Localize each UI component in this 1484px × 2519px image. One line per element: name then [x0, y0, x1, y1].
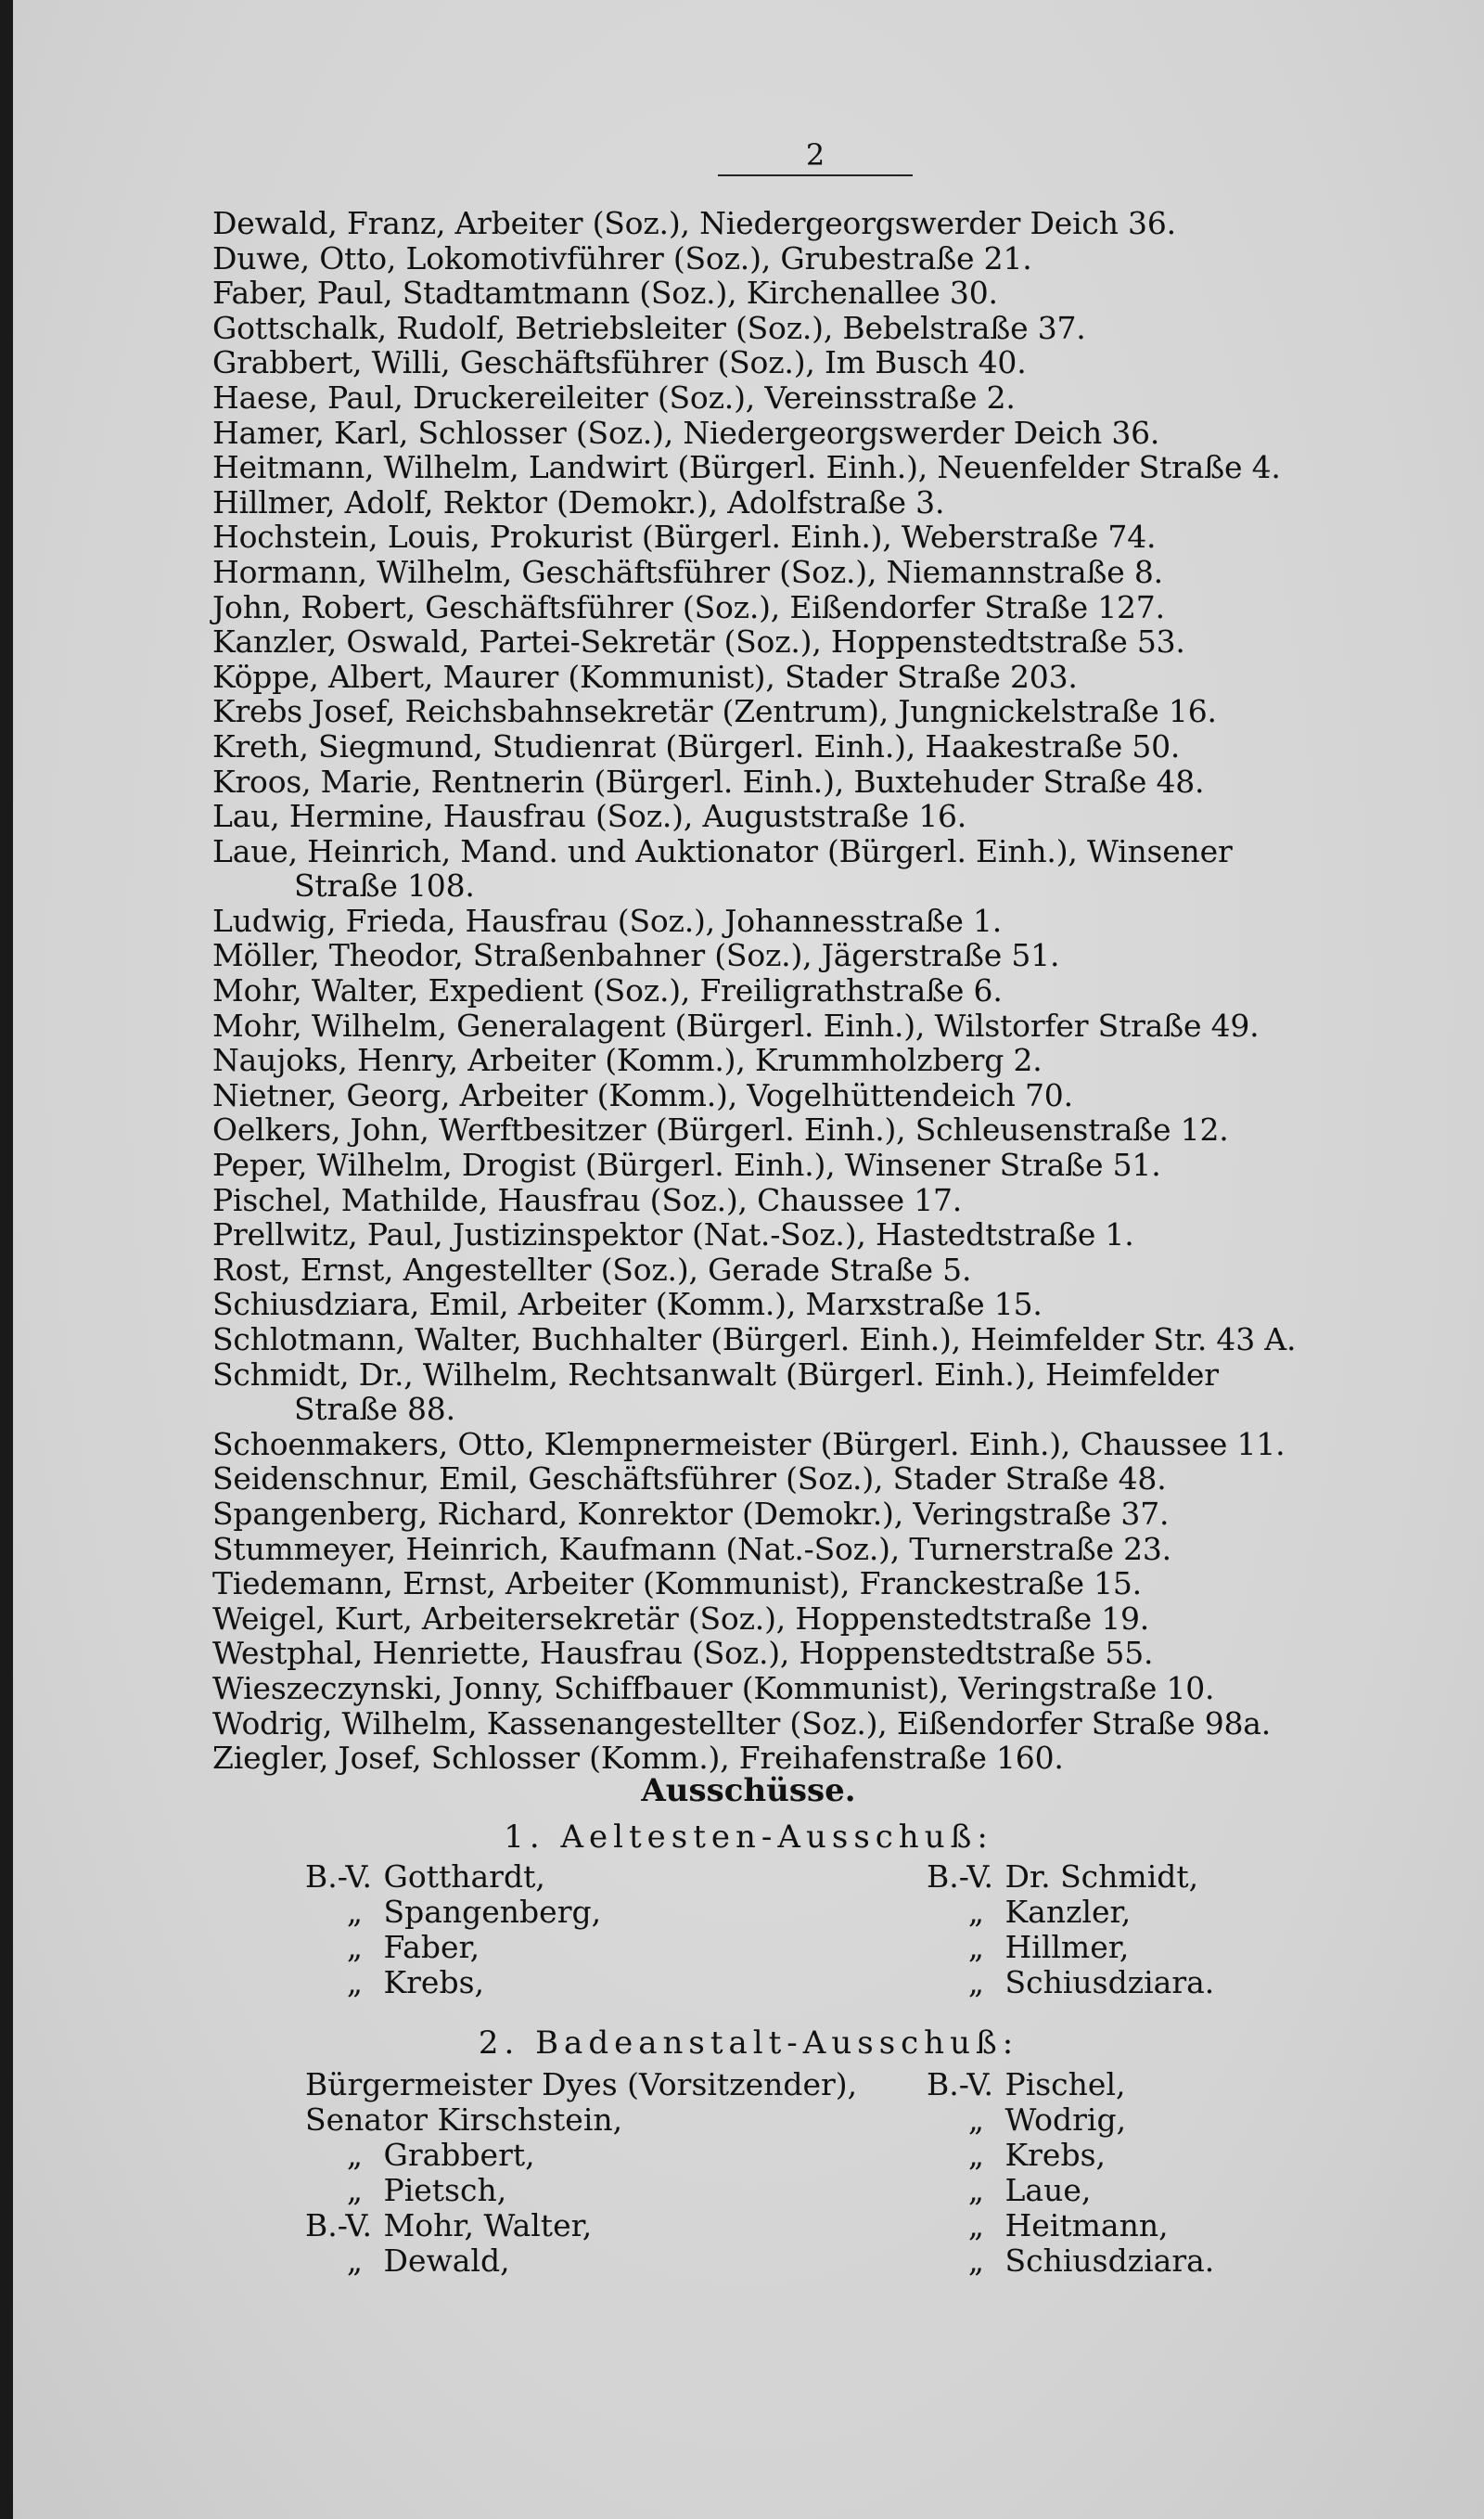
ditto-mark: „ [967, 1929, 984, 1965]
member-entry: Nietner, Georg, Arbeiter (Komm.), Vogelhüttendeich 70. [212, 1076, 1073, 1113]
committee-left-column [305, 1859, 601, 2000]
committee-member-name: Wodrig, [995, 2101, 1127, 2138]
member-entry: Hochstein, Louis, Prokurist (Bürgerl. Einh.), Weberstraße 74. [212, 519, 1157, 556]
member-entry: Westphal, Henriette, Hausfrau (Soz.), Hoppenstedtstraße 55. [212, 1635, 1154, 1672]
ditto-mark: „ [967, 1964, 984, 2000]
member-entry [212, 1357, 1418, 1427]
committee-member [927, 1930, 1214, 1965]
committee-member-name: Spangenberg, [374, 1894, 602, 1930]
member-entry: Heitmann, Wilhelm, Landwirt (Bürgerl. Einh.), Neuenfelder Straße 4. [212, 449, 1281, 486]
ditto-mark: „ [967, 2243, 984, 2279]
member-entry: Ziegler, Josef, Schlosser (Komm.), Freihafenstraße 160. [212, 1740, 1064, 1777]
ditto-mark: „ [346, 2137, 363, 2173]
member-entry: Kreth, Siegmund, Studienrat (Bürgerl. Einh.), Haakestraße 50. [212, 727, 1181, 765]
member-entry: Grabbert, Willi, Geschäftsführer (Soz.), Im Busch 40. [212, 344, 1027, 381]
committee-member-name: Schiusdziara. [995, 1964, 1215, 2000]
section-title: Ausschüsse. [641, 1772, 856, 1809]
member-entry: Wieszeczynski, Jonny, Schiffbauer (Kommunist), Veringstraße 10. [212, 1669, 1215, 1706]
committee-member-name: Schiusdziara. [995, 2243, 1215, 2279]
ditto-mark: „ [346, 2243, 363, 2279]
member-prefix: B.-V. [305, 1858, 373, 1895]
ditto-mark: „ [346, 1929, 363, 1965]
committee-member [927, 2208, 1214, 2243]
committee-member [927, 1895, 1214, 1930]
member-entry: Prellwitz, Paul, Justizinspektor (Nat.-Soz.), Hastedtstraße 1. [212, 1216, 1134, 1253]
member-entry: Oelkers, John, Werftbesitzer (Bürgerl. Einh.), Schleusenstraße 12. [212, 1112, 1229, 1149]
committee-member-name: Pietsch, [374, 2172, 507, 2208]
committee-member [305, 2102, 857, 2138]
member-entry: Dewald, Franz, Arbeiter (Soz.), Niedergeorgswerder Deich 36. [212, 205, 1176, 241]
ditto-mark: „ [346, 2172, 363, 2208]
committee-member [927, 1859, 1214, 1895]
member-entry: Pischel, Mathilde, Hausfrau (Soz.), Chaussee 17. [212, 1181, 963, 1218]
committee-member [927, 2173, 1214, 2208]
member-entry: Schiusdziara, Emil, Arbeiter (Komm.), Marxstraße 15. [212, 1286, 1043, 1323]
member-entry-text: Laue, Heinrich, Mand. und Auktionator (Bürgerl. Einh.), Winsener Straße 108. [212, 832, 1233, 905]
member-entry: Mohr, Wilhelm, Generalagent (Bürgerl. Einh.), Wilstorfer Straße 49. [212, 1007, 1260, 1044]
ditto-mark: „ [967, 2207, 984, 2243]
member-entry: John, Robert, Geschäftsführer (Soz.), Eißendorfer Straße 127. [212, 588, 1165, 625]
member-entry: Hormann, Wilhelm, Geschäftsführer (Soz.), Niemannstraße 8. [212, 553, 1163, 590]
member-entry: Kroos, Marie, Rentnerin (Bürgerl. Einh.), Buxtehuder Straße 48. [212, 763, 1205, 800]
committee-member [927, 2102, 1214, 2138]
ditto-mark: „ [346, 1964, 363, 2000]
committee-member-name: Kanzler, [995, 1894, 1132, 1930]
committee-member-name: Dewald, [374, 2243, 510, 2279]
committee-member-name: Gotthardt, [374, 1858, 545, 1895]
committee-member-name: Heitmann, [995, 2207, 1169, 2243]
member-entry: Kanzler, Oswald, Partei-Sekretär (Soz.), Hoppenstedtstraße 53. [212, 623, 1185, 661]
committee-member [305, 2067, 857, 2102]
committee-member [927, 2067, 1214, 2102]
member-entry: Krebs Josef, Reichsbahnsekretär (Zentrum), Jungnickelstraße 16. [212, 693, 1217, 730]
committee-member-name: Bürgermeister Dyes (Vorsitzender), [305, 2066, 858, 2102]
member-entry: Naujoks, Henry, Arbeiter (Komm.), Krummholzberg 2. [212, 1042, 1043, 1079]
ditto-mark: „ [967, 1894, 984, 1930]
member-entry [212, 834, 1418, 904]
member-entry: Hamer, Karl, Schlosser (Soz.), Niedergeorgswerder Deich 36. [212, 414, 1160, 451]
committee-member [305, 2208, 857, 2243]
committee-member-name: Faber, [374, 1929, 480, 1965]
member-entry: Köppe, Albert, Maurer (Kommunist), Stader Straße 203. [212, 658, 1078, 695]
committee-member [927, 2138, 1214, 2173]
member-entry: Faber, Paul, Stadtamtmann (Soz.), Kirchenallee 30. [212, 275, 998, 312]
committee-member-name: Senator Kirschstein, [305, 2101, 623, 2138]
ditto-mark: „ [346, 1894, 363, 1930]
committee-member-name: Krebs, [995, 2137, 1106, 2173]
member-entry: Schlotmann, Walter, Buchhalter (Bürgerl. Einh.), Heimfelder Str. 43 A. [212, 1321, 1297, 1357]
member-entry: Rost, Ernst, Angestellter (Soz.), Gerade Straße 5. [212, 1251, 972, 1288]
committee-member-name: Hillmer, [995, 1929, 1130, 1965]
member-entry: Duwe, Otto, Lokomotivführer (Soz.), Grubestraße 21. [212, 239, 1032, 276]
member-entry: Gottschalk, Rudolf, Betriebsleiter (Soz.), Bebelstraße 37. [212, 309, 1086, 346]
member-prefix: B.-V. [927, 2066, 994, 2102]
committee-member-name: Dr. Schmidt, [995, 1858, 1199, 1895]
committee-member-name: Krebs, [374, 1964, 484, 2000]
member-entry: Schoenmakers, Otto, Klempnermeister (Bürgerl. Einh.), Chaussee 11. [212, 1425, 1286, 1462]
member-entry: Weigel, Kurt, Arbeitersekretär (Soz.), Hoppenstedtstraße 19. [212, 1600, 1150, 1637]
committee-member-name: Grabbert, [374, 2137, 535, 2173]
document-page [13, 0, 1484, 2519]
member-entry: Mohr, Walter, Expedient (Soz.), Freiligrathstraße 6. [212, 972, 1003, 1009]
committee-member [305, 1859, 601, 1895]
committee-member [305, 1930, 601, 1965]
committee-member [927, 2243, 1214, 2279]
member-entry: Peper, Wilhelm, Drogist (Bürgerl. Einh.), Winsener Straße 51. [212, 1147, 1161, 1184]
member-entry: Lau, Hermine, Hausfrau (Soz.), Auguststraße 16. [212, 798, 967, 835]
committee-member-name: Pischel, [995, 2066, 1126, 2102]
committee-title: 1. Aeltesten-Ausschuß: [504, 1819, 993, 1856]
ditto-mark: „ [967, 2101, 984, 2138]
member-entry: Wodrig, Wilhelm, Kassenangestellter (Soz.), Eißendorfer Straße 98a. [212, 1704, 1272, 1741]
member-entry: Seidenschnur, Emil, Geschäftsführer (Soz.), Stader Straße 48. [212, 1460, 1167, 1497]
ditto-mark: „ [967, 2172, 984, 2208]
committee-member-name: Laue, [995, 2172, 1092, 2208]
member-list [212, 206, 1418, 1776]
committee-left-column [305, 2067, 857, 2279]
committee-right-column [927, 1859, 1214, 2000]
member-entry-text: Schmidt, Dr., Wilhelm, Rechtsanwalt (Bürgerl. Einh.), Heimfelder Straße 88. [212, 1356, 1219, 1428]
member-entry: Haese, Paul, Druckereileiter (Soz.), Vereinsstraße 2. [212, 379, 1016, 416]
page-number: 2 [718, 137, 913, 176]
member-entry: Ludwig, Frieda, Hausfrau (Soz.), Johannesstraße 1. [212, 902, 1003, 939]
committee-member [305, 1895, 601, 1930]
committee-member [305, 2138, 857, 2173]
committee-member-name: Mohr, Walter, [374, 2207, 593, 2243]
ditto-mark: „ [967, 2137, 984, 2173]
member-prefix: B.-V. [927, 1858, 994, 1895]
member-entry: Möller, Theodor, Straßenbahner (Soz.), Jägerstraße 51. [212, 937, 1060, 974]
member-entry: Tiedemann, Ernst, Arbeiter (Kommunist), Franckestraße 15. [212, 1565, 1142, 1602]
member-entry: Stummeyer, Heinrich, Kaufmann (Nat.-Soz.), Turnerstraße 23. [212, 1530, 1171, 1567]
member-entry: Spangenberg, Richard, Konrektor (Demokr.), Veringstraße 37. [212, 1495, 1170, 1532]
committee-member [305, 2243, 857, 2279]
committee-member [927, 1965, 1214, 2000]
committee-member [305, 1965, 601, 2000]
committee-member [305, 2173, 857, 2208]
member-prefix: B.-V. [305, 2207, 373, 2243]
member-entry: Hillmer, Adolf, Rektor (Demokr.), Adolfstraße 3. [212, 483, 945, 521]
committee-title: 2. Badeanstalt-Ausschuß: [478, 2024, 1019, 2062]
committee-right-column [927, 2067, 1214, 2279]
